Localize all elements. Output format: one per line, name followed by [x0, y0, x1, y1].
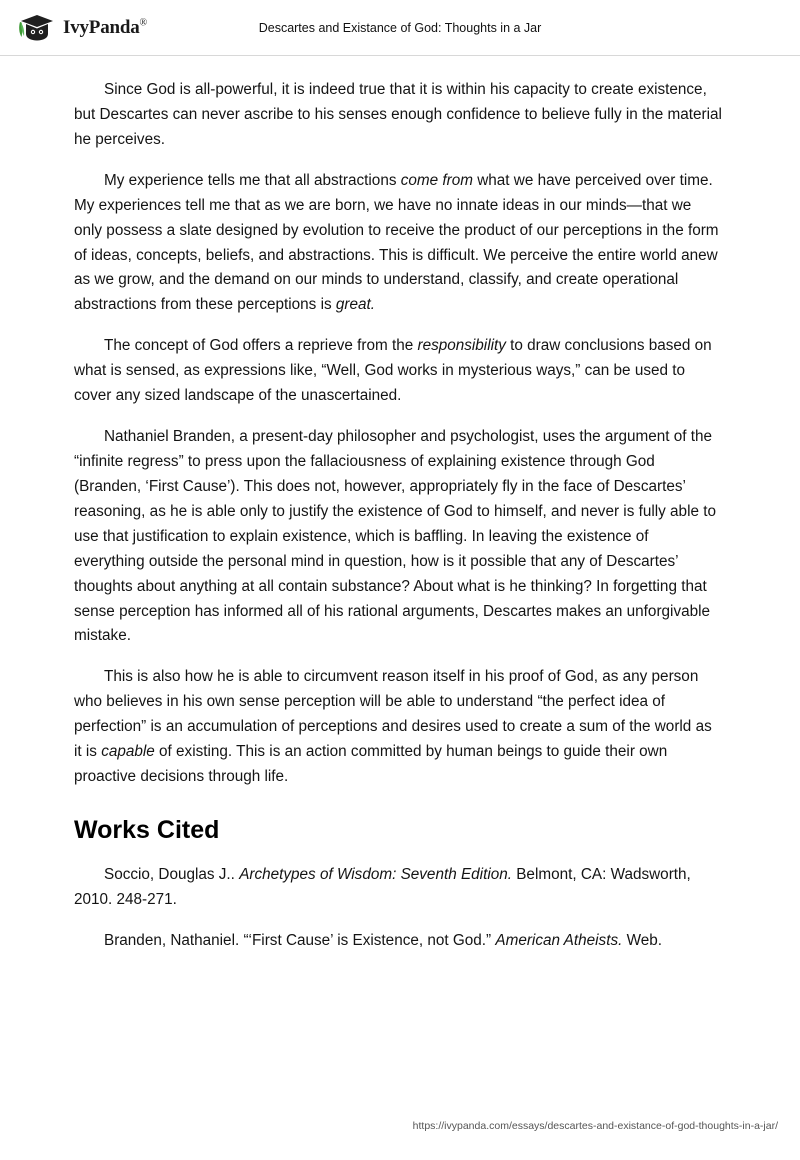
- brand-name-text: IvyPanda: [63, 16, 140, 38]
- works-cited-heading: Works Cited: [74, 815, 220, 844]
- graduation-cap-icon: [18, 11, 56, 45]
- paragraph: [74, 169, 722, 319]
- body-text: Nathaniel Branden, a present-day philosopher and psychologist, uses the argument of the “infinite regress” to press upon the fallaciousness of explaining existence through God (Branden, ‘First Cause’). This does not, however, appropriately fly in the face of Descartes’ reasoning, as he is able only to justify the existence of God to himself, and never is fully able to use that justification to explain existence, which is baffling. In leaving the existence of everything outside the personal mind in question, how is it possible that any of Descartes’ thoughts about anything at all contain substance? About what is he thinking? In forgetting that sense perception has informed all of his rational arguments, Descartes makes an unforgivable mistake.: [74, 428, 716, 645]
- emphasis-text: great.: [335, 296, 375, 314]
- paragraph: [74, 425, 722, 649]
- reference-item: [74, 863, 722, 913]
- paragraph: [74, 665, 722, 790]
- body-text: Since God is all-powerful, it is indeed true that it is within his capacity to create existence, but Descartes can never ascribe to his senses enough confidence to believe fully in the material he perceives.: [74, 81, 722, 148]
- registered-mark: ®: [139, 17, 147, 29]
- emphasis-text: Archetypes of Wisdom: Seventh Edition.: [239, 865, 512, 883]
- emphasis-text: responsibility: [417, 337, 506, 355]
- body-text: to draw conclusions based on what is sensed, as expressions like, “Well, God works in mysterious ways,” can be used to cover any sized landscape of the unascertained.: [74, 337, 712, 405]
- page-title: Descartes and Existance of God: Thoughts in a Jar: [258, 20, 542, 35]
- reference-item: [74, 929, 722, 954]
- brand-name: [63, 17, 147, 39]
- emphasis-text: come from: [400, 171, 473, 189]
- emphasis-text: American Atheists.: [495, 931, 623, 949]
- page-header: [0, 0, 800, 56]
- paragraph: [74, 334, 722, 409]
- body-text: This is also how he is able to circumvent reason itself in his proof of God, as any person who believes in his own sense perception will be able to understand “the perfect idea of perfection” is an accumulation of perceptions and desires used to create a sum of the world as it is: [74, 668, 712, 761]
- body-text: Branden, Nathaniel. “‘First Cause’ is Existence, not God.”: [104, 931, 496, 949]
- body-text: My experience tells me that all abstractions: [104, 171, 401, 189]
- body-text: Soccio, Douglas J..: [104, 865, 240, 883]
- paragraph-list: [74, 78, 722, 790]
- document-content: [0, 56, 800, 954]
- reference-list: [74, 863, 722, 954]
- body-text: of existing. This is an action committed by human beings to guide their own proactive decisions through life.: [74, 743, 668, 786]
- body-text: Belmont, CA: Wadsworth, 2010. 248-271.: [74, 865, 691, 908]
- paragraph: [74, 78, 722, 153]
- body-text: Web.: [622, 931, 663, 949]
- brand[interactable]: [18, 11, 147, 45]
- body-text: The concept of God offers a reprieve from the: [104, 337, 418, 355]
- source-url: https://ivypanda.com/essays/descartes-and-existance-of-god-thoughts-in-a-jar/: [412, 1120, 778, 1132]
- emphasis-text: capable: [101, 743, 155, 761]
- body-text: what we have perceived over time. My experiences tell me that as we are born, we have no innate ideas in our minds—that we only possess a slate designed by evolution to receive the product of our perceptions in the form of ideas, concepts, beliefs, and abstractions. This is difficult. We perceive the entire world anew as we grow, and the demand on our minds to understand, classify, and create operational abstractions from these perceptions is: [74, 171, 719, 314]
